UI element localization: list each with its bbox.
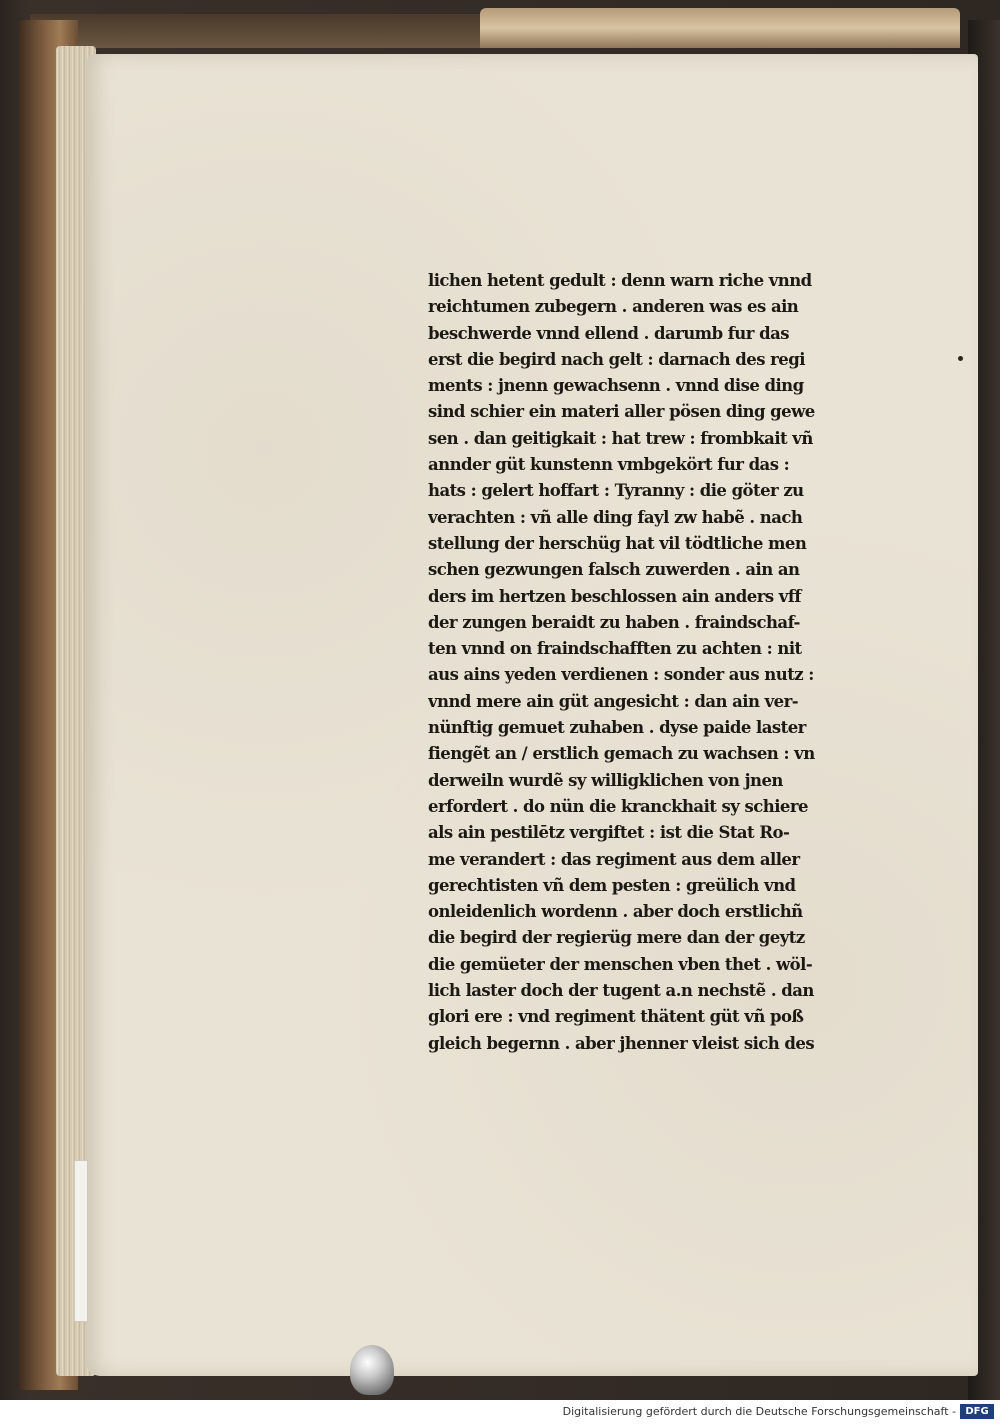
text-line: lichen hetent gedult : denn warn riche vnnd (428, 271, 812, 290)
text-line: der zungen beraidt zu haben . fraindschaf- (428, 612, 800, 632)
text-line: erst die begird nach gelt : darnach des regi (428, 349, 805, 369)
book-cover-top (480, 8, 960, 48)
book-cover-top-left (30, 14, 490, 48)
text-line: reichtumen zubegern . anderen was es ain (428, 297, 799, 317)
text-line: schen gezwungen falsch zuwerden . ain an (428, 560, 800, 580)
text-line: aus ains yeden verdienen : sonder aus nutz : (428, 665, 814, 685)
text-line: als ain pestilētz vergiftet : ist die Stat Ro- (428, 823, 790, 843)
ink-spot (958, 356, 963, 361)
text-line: glori ere : vnd regiment thätent güt vñ poß (428, 1007, 804, 1027)
text-line: beschwerde vnnd ellend . darumb fur das (428, 323, 789, 343)
text-line: vnnd mere ain güt angesicht : dan ain ver- (428, 691, 799, 711)
text-line: sind schier ein materi aller pösen ding gewe (428, 402, 815, 422)
text-line: stellung der herschüg hat vil tödtliche men (428, 533, 807, 553)
text-line: hats : gelert hoffart : Tyranny : die göter zu (428, 481, 804, 501)
metal-clasp (350, 1345, 394, 1395)
text-line: die gemüeter der menschen vben thet . wöl- (428, 954, 813, 974)
text-line: ten vnnd on fraindschafften zu achten : nit (428, 639, 802, 659)
text-line: erfordert . do nün die kranckhait sy schiere (428, 796, 808, 816)
page-text-block (428, 268, 820, 1057)
text-line: gerechtisten vñ dem pesten : greülich vnd (428, 875, 796, 895)
text-line: onleidenlich wordenn . aber doch erstlichñ (428, 902, 803, 922)
text-line: derweiln wurdẽ sy willigklichen von jnen (428, 770, 783, 790)
text-line: die begird der regierüg mere dan der geytz (428, 928, 805, 948)
text-line: ders im hertzen beschlossen ain anders vff (428, 586, 801, 606)
footer-bar (0, 1400, 1000, 1425)
text-line: nünftig gemuet zuhaben . dyse paide laster (428, 718, 806, 738)
text-line: verachten : vñ alle ding fayl zw habẽ . nach (428, 507, 803, 527)
text-line: gleich begernn . aber jhenner vleist sich des (428, 1033, 815, 1053)
text-line: lich laster doch der tugent a.n nechstẽ . dan (428, 981, 814, 1001)
text-line: me verandert : das regiment aus dem aller (428, 849, 800, 869)
text-line: annder güt kunstenn vmbgekört fur das : (428, 455, 790, 475)
text-line: ments : jnenn gewachsenn . vnnd dise ding (428, 376, 804, 396)
text-line: sen . dan geitigkait : hat trew : frombkait vñ (428, 428, 813, 448)
footer-credit: Digitalisierung gefördert durch die Deutsche Forschungsgemeinschaft - (562, 1405, 956, 1418)
text-line: fiengẽt an / erstlich gemach zu wachsen : vn (428, 744, 815, 764)
dfg-logo: DFG (960, 1404, 994, 1419)
library-slip (74, 1160, 88, 1322)
